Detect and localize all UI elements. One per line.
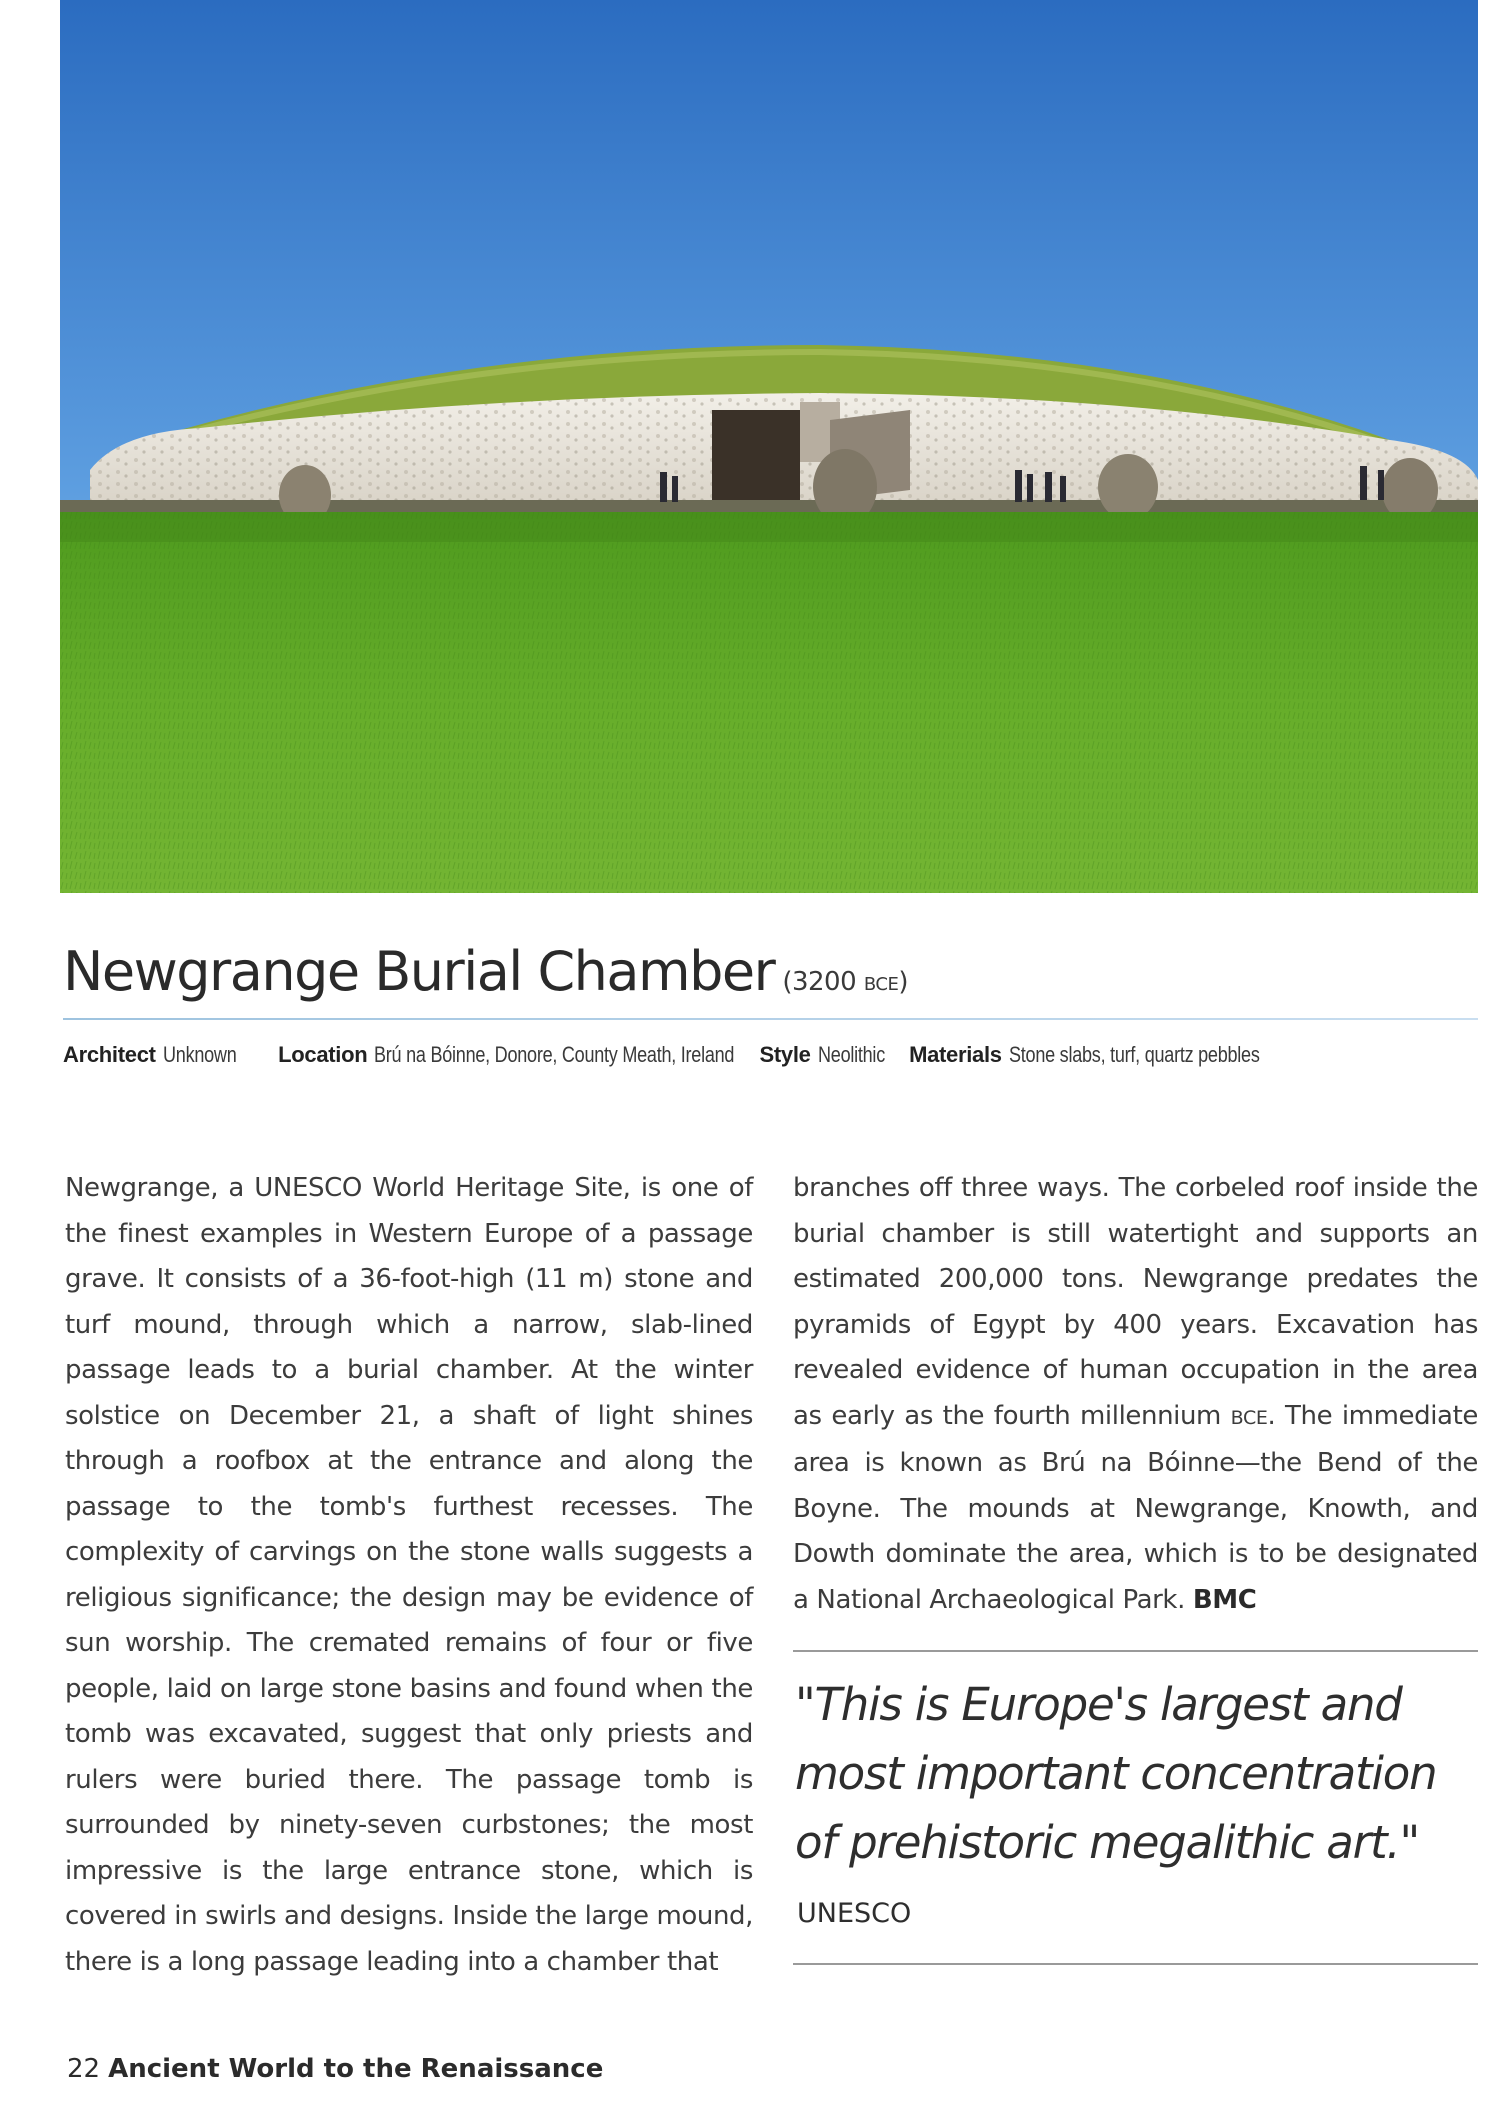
date-era: BCE (863, 974, 899, 995)
newgrange-photo-illustration (60, 0, 1478, 893)
page-footer (67, 2054, 603, 2084)
pullquote-rule-top (793, 1650, 1478, 1652)
newgrange-photo (60, 0, 1478, 893)
pullquote-source: UNESCO (797, 1898, 912, 1929)
architect-label: Architect (63, 1042, 156, 1067)
date (782, 967, 908, 997)
author-initials: BMC (1192, 1584, 1257, 1615)
pullquote-rule-bottom (793, 1963, 1478, 1965)
body-column-left (65, 1166, 753, 1985)
body-era: BCE (1230, 1406, 1268, 1429)
pullquote-text: "This is Europe's largest and most important concentration of prehistoric megalithic art." (795, 1678, 1437, 1869)
body-text-right-1: branches off three ways. The corbeled roof inside the burial chamber is still watertight and supports an estimated 200,000 tons. Newgrange predates the pyramids of Egypt by 400 years. Excavation has revealed evidence of human occupation in the area as early as the fourth millennium (793, 1173, 1478, 1431)
materials-label: Materials (909, 1042, 1002, 1067)
body-text-right-2: . The immediate area is known as Brú na Bóinne—the Bend of the Boyne. The mounds at Newgrange, Knowth, and Dowth dominate the area, which is to be designated a National Archaeological Park. (793, 1400, 1478, 1615)
architect-value: Unknown (162, 1042, 237, 1067)
heading (63, 940, 1478, 1020)
date-open: (3200 (782, 967, 864, 997)
location-label: Location (278, 1042, 368, 1067)
date-close: ) (898, 967, 909, 997)
title-rule (63, 1018, 1478, 1020)
meta-line (63, 1042, 1478, 1068)
page-number: 22 (67, 2054, 101, 2084)
body-text-left: Newgrange, a UNESCO World Heritage Site, is one of the finest examples in Western Europe of a passage grave. It consists of a 36-foot-high (11 m) stone and turf mound, through which a narrow, slab-lined passage leads to a burial chamber. At the winter solstice on December 21, a shaft of light shines through a roofbox at the entrance and along the passage to the tomb's furthest recesses. The complexity of carvings on the stone walls suggests a religious significance; the design may be evidence of sun worship. The cremated remains of four or five people, laid on large stone basins and found when the tomb was excavated, suggest that only priests and rulers were buried there. The passage tomb is surrounded by ninety-seven curbstones; the most impressive is the large entrance stone, which is covered in swirls and designs. Inside the large mound, there is a long passage leading into a chamber that (65, 1173, 753, 1977)
materials-value: Stone slabs, turf, quartz pebbles (1008, 1042, 1260, 1067)
location-value: Brú na Bóinne, Donore, County Meath, Ireland (374, 1042, 735, 1067)
body-column-right (793, 1166, 1478, 1623)
section-title: Ancient World to the Renaissance (108, 2054, 604, 2084)
style-label: Style (759, 1042, 811, 1067)
page-title: Newgrange Burial Chamber (63, 940, 775, 1003)
style-value: Neolithic (817, 1042, 885, 1067)
